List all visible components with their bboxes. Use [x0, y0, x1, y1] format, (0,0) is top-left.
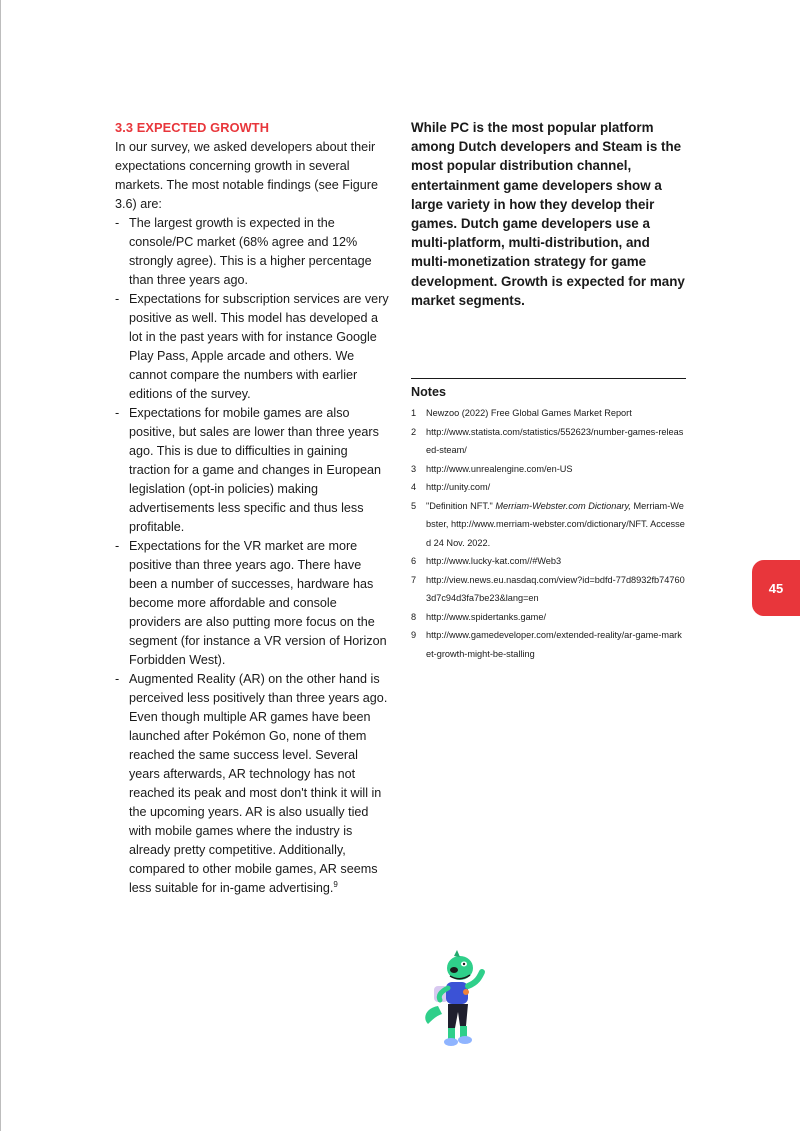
note-link[interactable]: http://www.statista.com/statistics/552623/number-games-released-steam/ [426, 426, 684, 455]
page-number: 45 [768, 580, 784, 596]
list-item: - Expectations for subscription services are very positive as well. This model has developed a lot in the past years with for instance Google Play Pass, Apple arcade and others. We cannot compare the numbers with earlier editions of the survey. [115, 292, 389, 401]
pull-quote: While PC is the most popular platform among Dutch developers and Steam is the most popular distribution channel, entertainment game developers show a large variety in how they develop their games. Dutch game developers use a multi-platform, multi-distribution, and multi-monetization strategy for game development. Growth is expected for many market segments. [411, 120, 685, 308]
note-item: 3 http://www.unrealengine.com/en-US [411, 463, 573, 474]
note-link[interactable]: http://unity.com/ [426, 482, 491, 492]
note-item: 6 http://www.lucky-kat.com//#Web3 [411, 556, 562, 566]
list-item: - Augmented Reality (AR) on the other hand is perceived less positively than three years ago. Even though multiple AR games have been launched after Pokémon Go, none of them reached the same success level. Several years afterwards, AR technology has not reached its peak and most don't think it will in the upcoming years. AR is also usually tied with mobile games where the industry is already pretty competitive. Additionally, compared to other mobile games, AR seems less suitable for in-game advertising.$^9$ [115, 672, 388, 895]
note-link[interactable]: http://www.spidertanks.game/ [426, 611, 547, 622]
note-item: 9 http://www.gamedeveloper.com/extended-reality/ar-game-market-growth-might-be-stalling [411, 630, 682, 659]
page-edge-rule [0, 0, 1, 1131]
note-item: 2 http://www.statista.com/statistics/552623/number-games-released-steam/ [411, 426, 684, 455]
pull-quote-column [411, 118, 686, 310]
list-item: - Expectations for the VR market are more positive than three years ago. There have been a number of successes, hardware has become more affordable and console providers are also putting more focus on the segment (for instance a VR version of Horizon Forbidden West). [115, 539, 387, 667]
notes-list [411, 404, 686, 663]
note-item: 5 "Definition NFT." Merriam-Webster.com Dictionary, Merriam-Webster, http://www.merriam-webster.com/dictionary/NFT. Accessed 24 Nov. 2022. [411, 500, 685, 548]
findings-list [115, 214, 390, 898]
note-item: 1 Newzoo (2022) Free Global Games Market Report [411, 408, 632, 418]
footnote-ref[interactable]: 9 [333, 879, 338, 889]
section-title: 3.3 EXPECTED GROWTH [115, 120, 270, 135]
note-item: 7 http://view.news.eu.nasdaq.com/view?id=bdfd-77d8932fb747603d7c94d3fa7be23&lang=en [411, 574, 685, 603]
notes-title: Notes [411, 385, 446, 399]
note-link[interactable]: http://www.gamedeveloper.com/extended-reality/ar-game-market-growth-might-be-stalling [426, 630, 682, 659]
main-column [115, 118, 390, 898]
list-item: - Expectations for mobile games are also positive, but sales are lower than three years ago. This is due to difficulties in gaining traction for a game and changes in European legislation (opt-in policies) making advertisements less specific and thus less profitable. [115, 406, 382, 534]
notes-divider [411, 378, 686, 379]
note-link[interactable]: http://www.unrealengine.com/en-US [426, 463, 573, 474]
note-item: 8 http://www.spidertanks.game/ [411, 611, 547, 622]
note-item: 4 http://unity.com/ [411, 482, 491, 492]
note-link[interactable]: http://www.lucky-kat.com//#Web3 [426, 556, 562, 566]
section-intro: In our survey, we asked developers about their expectations concerning growth in several markets. The most notable findings (see Figure 3.6) are: [115, 140, 378, 211]
note-link[interactable]: http://view.news.eu.nasdaq.com/view?id=bdfd-77d8932fb747603d7c94d3fa7be23&lang=en [426, 574, 685, 603]
dino-mascot-icon [420, 948, 492, 1052]
notes-section [411, 384, 686, 663]
page-number-tab [752, 560, 800, 616]
list-item: - The largest growth is expected in the console/PC market (68% agree and 12% strongly agree). This is a higher percentage than three years ago. [115, 216, 372, 287]
